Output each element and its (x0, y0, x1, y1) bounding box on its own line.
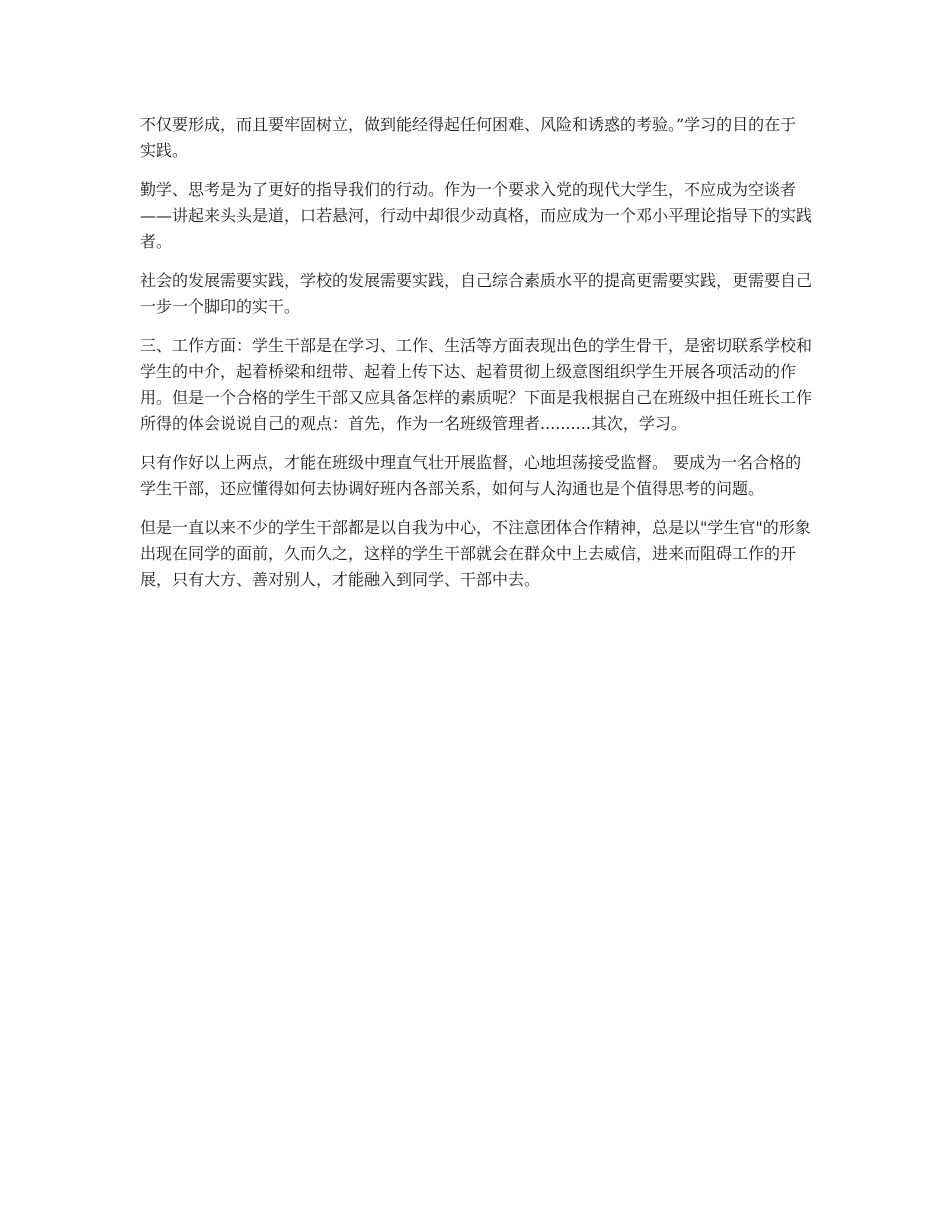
paragraph-6: 但是一直以来不少的学生干部都是以自我为中心，不注意团体合作精神，总是以"学生官"的形象出现在同学的面前，久而久之，这样的学生干部就会在群众中上去威信，进来而阻碍工作的开展，只有大方、善对别人，才能融入到同学、干部中去。 (140, 518, 811, 589)
paragraph-5: 只有作好以上两点，才能在班级中理直气壮开展监督，心地坦荡接受监督。 要成为一名合格的学生干部，还应懂得如何去协调好班内各部关系，如何与人沟通也是个值得思考的问题。 (140, 453, 802, 498)
paragraph-4: 三、工作方面：学生干部是在学习、工作、生活等方面表现出色的学生骨干，是密切联系学校和学生的中介，起着桥梁和纽带、起着上传下达、起着贯彻上级意图组织学生开展各项活动的作用。但是一个合格的学生干部又应具备怎样的素质呢？下面是我根据自己在班级中担任班长工作所得的体会说说自己的观点：首先，作为一名班级管理者..........其次，学习。 (140, 336, 813, 433)
paragraph-2: 勤学、思考是为了更好的指导我们的行动。作为一个要求入党的现代大学生，不应成为空谈者——讲起来头头是道，口若悬河，行动中却很少动真格，而应成为一个邓小平理论指导下的实践者。 (140, 180, 813, 251)
paragraph-3: 社会的发展需要实践，学校的发展需要实践，自己综合素质水平的提高更需要实践，更需要自己一步一个脚印的实干。 (140, 271, 813, 316)
document-body (140, 112, 812, 606)
paragraph-1: 不仅要形成，而且要牢固树立，做到能经得起任何困难、风险和诱惑的考验。”学习的目的在于实践。 (140, 115, 797, 160)
